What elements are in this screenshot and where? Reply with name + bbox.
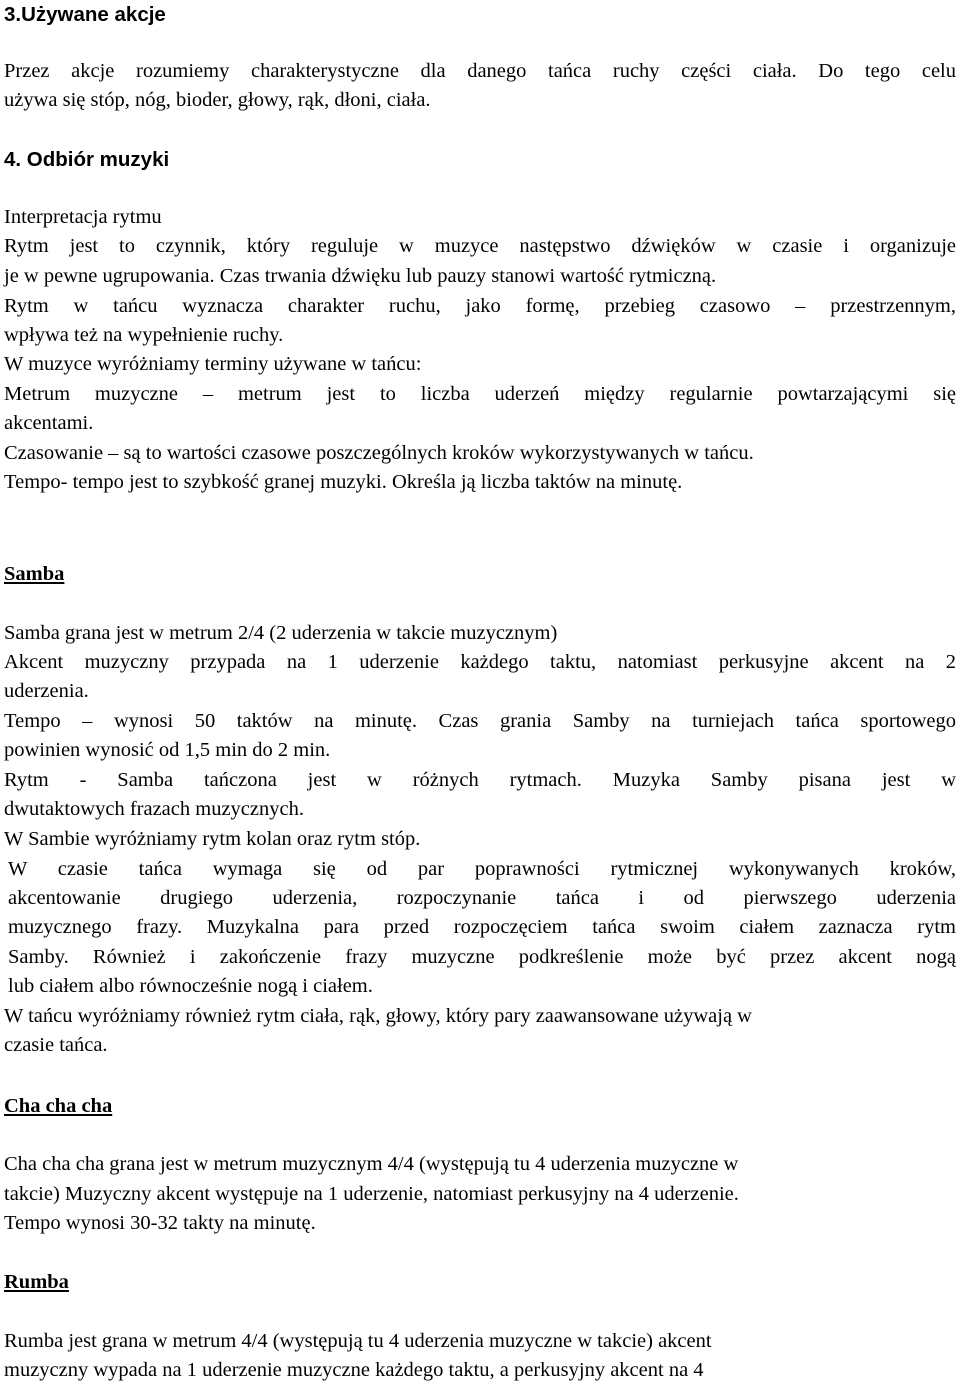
rumba-heading: Rumba: [4, 1271, 69, 1293]
text-line: muzycznego frazy. Muzykalna para przed rozpoczęciem tańca swoim ciałem zaznacza rytm: [8, 916, 956, 938]
section-3-heading: 3.Używane akcje: [4, 3, 166, 26]
text-line: muzyczny wypada na 1 uderzenie muzyczne każdego taktu, a perkusyjny akcent na 4: [4, 1359, 704, 1381]
text-line: akcentami.: [4, 412, 94, 434]
text-line: używa się stóp, nóg, bioder, głowy, rąk, dłoni, ciała.: [4, 89, 431, 111]
text-line: Tempo – wynosi 50 taktów na minutę. Czas grania Samby na turniejach tańca sportowego: [4, 710, 956, 732]
text-line: Cha cha cha grana jest w metrum muzycznym 4/4 (występują tu 4 uderzenia muzyczne w: [4, 1153, 739, 1175]
text-line: Rytm w tańcu wyznacza charakter ruchu, jako formę, przebieg czasowo – przestrzennym,: [4, 295, 956, 317]
text-line: czasie tańca.: [4, 1034, 108, 1056]
text-line: Przez akcje rozumiemy charakterystyczne dla danego tańca ruchy części ciała. Do tego celu: [4, 60, 956, 82]
text-line: Akcent muzyczny przypada na 1 uderzenie każdego taktu, natomiast perkusyjne akcent na 2: [4, 651, 956, 673]
text-line: Czasowanie – są to wartości czasowe poszczególnych kroków wykorzystywanych w tańcu.: [4, 442, 754, 464]
text-line: dwutaktowych frazach muzycznych.: [4, 798, 304, 820]
text-line: Samby. Również i zakończenie frazy muzyczne podkreślenie może być przez akcent nogą: [8, 946, 956, 968]
text-line: W czasie tańca wymaga się od par poprawności rytmicznej wykonywanych kroków,: [8, 858, 956, 880]
text-line: Rytm - Samba tańczona jest w różnych rytmach. Muzyka Samby pisana jest w: [4, 769, 956, 791]
text-line: takcie) Muzyczny akcent występuje na 1 uderzenie, natomiast perkusyjny na 4 uderzenie.: [4, 1183, 739, 1205]
text-line: Tempo- tempo jest to szybkość granej muzyki. Określa ją liczba taktów na minutę.: [4, 471, 683, 493]
samba-heading: Samba: [4, 563, 65, 585]
text-line: Samba grana jest w metrum 2/4 (2 uderzenia w takcie muzycznym): [4, 622, 558, 644]
text-line: akcentowanie drugiego uderzenia, rozpoczynanie tańca i od pierwszego uderzenia: [8, 887, 956, 909]
text-line: W tańcu wyróżniamy również rytm ciała, rąk, głowy, który pary zaawansowane używają w: [4, 1005, 752, 1027]
text-line: Tempo wynosi 30-32 takty na minutę.: [4, 1212, 316, 1234]
text-line: Interpretacja rytmu: [4, 206, 162, 228]
text-line: wpływa też na wypełnienie ruchy.: [4, 324, 284, 346]
text-line: je w pewne ugrupowania. Czas trwania dźwięku lub pauzy stanowi wartość rytmiczną.: [4, 265, 717, 287]
text-line: Rytm jest to czynnik, który reguluje w muzyce następstwo dźwięków w czasie i organizuje: [4, 235, 956, 257]
text-line: Metrum muzyczne – metrum jest to liczba uderzeń między regularnie powtarzającymi się: [4, 383, 956, 405]
text-line: W Sambie wyróżniamy rytm kolan oraz rytm stóp.: [4, 828, 421, 850]
section-4-heading: 4. Odbiór muzyki: [4, 148, 170, 171]
text-line: Rumba jest grana w metrum 4/4 (występują tu 4 uderzenia muzyczne w takcie) akcent: [4, 1330, 712, 1352]
text-line: lub ciałem albo równocześnie nogą i ciałem.: [8, 975, 373, 997]
text-line: powinien wynosić od 1,5 min do 2 min.: [4, 739, 331, 761]
text-line: uderzenia.: [4, 680, 89, 702]
text-line: W muzyce wyróżniamy terminy używane w tańcu:: [4, 353, 422, 375]
cha-cha-cha-heading: Cha cha cha: [4, 1095, 113, 1117]
